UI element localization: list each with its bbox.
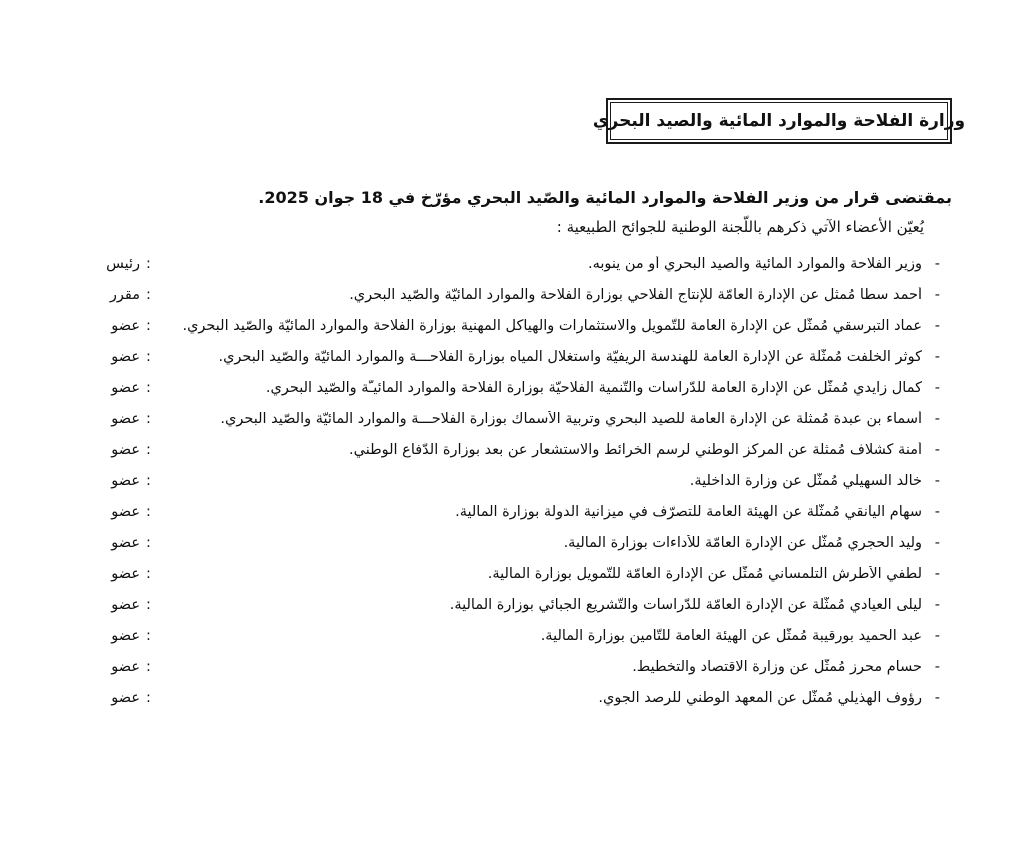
role-colon: : xyxy=(146,566,151,582)
list-dash: - xyxy=(934,256,940,272)
member-name: أسماء بن عبدة مُمثلة عن الإدارة العامة للصيد البحري وتربية الأسماك بوزارة الفلاحـــة والموارد المائيّة والصّيد البحري. xyxy=(220,411,922,427)
role-colon: : xyxy=(146,535,151,551)
member-row xyxy=(60,250,940,281)
member-role: عضو xyxy=(111,659,140,675)
member-role: عضو xyxy=(111,318,140,334)
role-colon: : xyxy=(146,442,151,458)
member-name: وزير الفلاحة والموارد المائية والصيد البحري أو من ينوبه. xyxy=(587,256,922,272)
member-name: خالد السهيلي مُمثّل عن وزارة الداخلية. xyxy=(689,473,922,489)
members-list xyxy=(60,250,940,715)
member-name: عبد الحميد بورقيبة مُمثّل عن الهيئة العامة للتّأمين بوزارة المالية. xyxy=(540,628,922,644)
list-dash: - xyxy=(934,535,940,551)
list-dash: - xyxy=(934,597,940,613)
member-name: رؤوف الهذيلي مُمثّل عن المعهد الوطني للرصد الجوي. xyxy=(598,690,922,706)
member-name: كوثر الخلفت مُمثّلة عن الإدارة العامة للهندسة الريفيّة واستغلال المياه بوزارة الفلاحـــة والموارد المائيّة والصّيد البحري. xyxy=(218,349,922,365)
role-colon: : xyxy=(146,659,151,675)
member-name: سهام اليانقي مُمثّلة عن الهيئة العامة للتصرّف في ميزانية الدولة بوزارة المالية. xyxy=(455,504,922,520)
list-dash: - xyxy=(934,287,940,303)
list-dash: - xyxy=(934,659,940,675)
list-dash: - xyxy=(934,411,940,427)
list-dash: - xyxy=(934,690,940,706)
role-colon: : xyxy=(146,349,151,365)
role-colon: : xyxy=(146,256,151,272)
member-row xyxy=(60,374,940,405)
member-row xyxy=(60,281,940,312)
member-role: عضو xyxy=(111,442,140,458)
list-dash: - xyxy=(934,473,940,489)
role-colon: : xyxy=(146,628,151,644)
member-row xyxy=(60,622,940,653)
member-name: أمنة كشلاف مُمثلة عن المركز الوطني لرسم الخرائط والاستشعار عن بعد بوزارة الدّفاع الوطني. xyxy=(349,442,922,458)
member-name: عماد التبرسقي مُمثّل عن الإدارة العامة للتّمويل والاستثمارات والهياكل المهنية بوزارة الفلاحة والموارد المائيّة والصّيد البحري. xyxy=(182,318,922,334)
member-role: عضو xyxy=(111,504,140,520)
role-colon: : xyxy=(146,597,151,613)
role-colon: : xyxy=(146,318,151,334)
member-row xyxy=(60,498,940,529)
decree-statement: بمقتضى قرار من وزير الفلاحة والموارد المائية والصّيد البحري مؤرّخ في 18 جوان 2025. xyxy=(258,188,952,207)
member-role: عضو xyxy=(111,597,140,613)
member-role: مقرر xyxy=(109,287,140,303)
list-dash: - xyxy=(934,442,940,458)
member-name: لطفي الأطرش التلمساني مُمثّل عن الإدارة العامّة للتّمويل بوزارة المالية. xyxy=(487,566,922,582)
member-name: أحمد سطا مُمثل عن الإدارة العامّة للإنتاج الفلاحي بوزارة الفلاحة والموارد المائيّة والصّيد البحري. xyxy=(349,287,922,303)
role-colon: : xyxy=(146,504,151,520)
member-role: عضو xyxy=(111,473,140,489)
member-role: عضو xyxy=(111,566,140,582)
list-dash: - xyxy=(934,566,940,582)
role-colon: : xyxy=(146,411,151,427)
ministry-title: وزارة الفلاحة والموارد المائية والصيد البحري xyxy=(592,111,966,131)
list-dash: - xyxy=(934,349,940,365)
member-role: عضو xyxy=(111,535,140,551)
member-row xyxy=(60,684,940,715)
member-name: حسام محرز مُمثّل عن وزارة الاقتصاد والتخطيط. xyxy=(632,659,922,675)
member-role: عضو xyxy=(111,411,140,427)
ministry-header-box xyxy=(592,98,966,144)
member-row xyxy=(60,467,940,498)
member-row xyxy=(60,529,940,560)
role-colon: : xyxy=(146,287,151,303)
member-role: عضو xyxy=(111,690,140,706)
member-row xyxy=(60,405,940,436)
list-dash: - xyxy=(934,380,940,396)
member-name: كمال زايدي مُمثّل عن الإدارة العامة للدّراسات والتّنمية الفلاحيّة بوزارة الفلاحة والموارد المائيـّة والصّيد البحري. xyxy=(265,380,922,396)
member-row xyxy=(60,591,940,622)
member-role: عضو xyxy=(111,628,140,644)
member-name: وليد الحجري مُمثّل عن الإدارة العامّة للأداءات بوزارة المالية. xyxy=(563,535,922,551)
role-colon: : xyxy=(146,690,151,706)
member-row xyxy=(60,560,940,591)
role-colon: : xyxy=(146,380,151,396)
list-dash: - xyxy=(934,628,940,644)
member-row xyxy=(60,343,940,374)
member-role: عضو xyxy=(111,349,140,365)
member-row xyxy=(60,436,940,467)
member-row xyxy=(60,312,940,343)
member-role: عضو xyxy=(111,380,140,396)
member-name: ليلى العيادي مُمثّلة عن الإدارة العامّة للدّراسات والتّشريع الجبائي بوزارة المالية. xyxy=(449,597,922,613)
appointment-statement: يُعيّن الأعضاء الآتي ذكرهم باللّجنة الوطنية للجوائح الطبيعية : xyxy=(556,218,924,236)
member-row xyxy=(60,653,940,684)
list-dash: - xyxy=(934,504,940,520)
member-role: رئيس xyxy=(106,256,140,272)
list-dash: - xyxy=(934,318,940,334)
role-colon: : xyxy=(146,473,151,489)
